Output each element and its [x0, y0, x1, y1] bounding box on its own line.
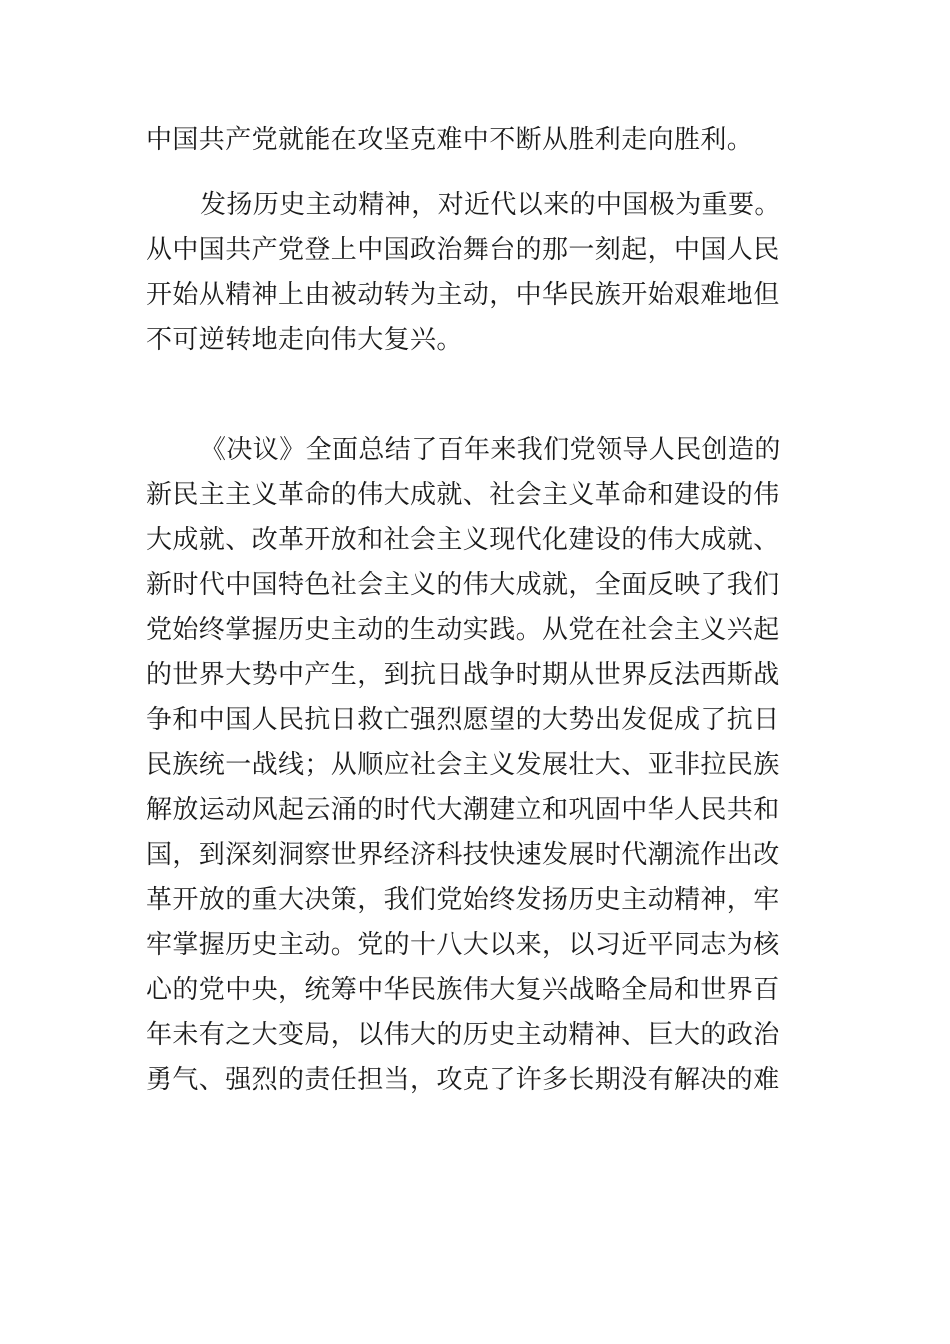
- text-line: 牢掌握历史主动。党的十八大以来，以习近平同志为核: [146, 930, 780, 960]
- text-line: 新民主主义革命的伟大成就、社会主义革命和建设的伟: [146, 480, 780, 510]
- text-line: 中国共产党就能在攻坚克难中不断从胜利走向胜利。: [146, 125, 754, 155]
- text-line: 的世界大势中产生，到抗日战争时期从世界反法西斯战: [146, 660, 780, 690]
- text-line: 不可逆转地走向伟大复兴。: [146, 325, 463, 355]
- text-line: 年未有之大变局，以伟大的历史主动精神、巨大的政治: [146, 1020, 780, 1050]
- text-line: 勇气、强烈的责任担当，攻克了许多长期没有解决的难: [146, 1065, 780, 1095]
- text-line: 大成就、改革开放和社会主义现代化建设的伟大成就、: [146, 525, 780, 555]
- text-line: 革开放的重大决策，我们党始终发扬历史主动精神，牢: [146, 885, 780, 915]
- text-line: 从中国共产党登上中国政治舞台的那一刻起，中国人民: [146, 235, 780, 265]
- text-line: 国，到深刻洞察世界经济科技快速发展时代潮流作出改: [146, 840, 780, 870]
- text-line: 发扬历史主动精神，对近代以来的中国极为重要。: [200, 190, 781, 220]
- text-line: 民族统一战线；从顺应社会主义发展壮大、亚非拉民族: [146, 750, 780, 780]
- text-line: 争和中国人民抗日救亡强烈愿望的大势出发促成了抗日: [146, 705, 780, 735]
- text-line: 开始从精神上由被动转为主动，中华民族开始艰难地但: [146, 280, 780, 310]
- text-line: 党始终掌握历史主动的生动实践。从党在社会主义兴起: [146, 615, 780, 645]
- text-line: 心的党中央，统筹中华民族伟大复兴战略全局和世界百: [146, 975, 780, 1005]
- text-line: 解放运动风起云涌的时代大潮建立和巩固中华人民共和: [146, 795, 780, 825]
- text-line: 新时代中国特色社会主义的伟大成就，全面反映了我们: [146, 570, 780, 600]
- text-line: 《决议》全面总结了百年来我们党领导人民创造的: [200, 435, 781, 465]
